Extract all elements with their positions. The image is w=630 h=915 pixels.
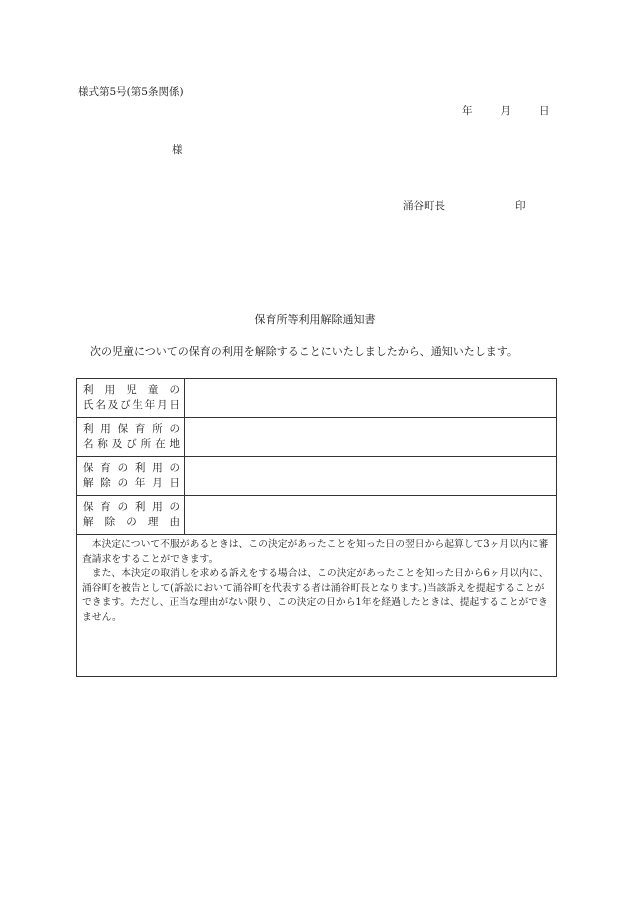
date-year-label: 年	[462, 105, 473, 117]
row-label-line: 利 用 児 童 の	[83, 384, 180, 396]
table-row	[77, 418, 557, 457]
row-label-line: 解 除 の 年 月 日	[83, 477, 180, 489]
row-label-line: 保 育 の 利 用 の	[83, 462, 180, 474]
table-row	[77, 496, 557, 535]
remarks-paragraph: また、本決定の取消しを求める訴えをする場合は、この決定があったことを知った日から6ヶ月以内に、涌谷町を被告として(訴訟において涌谷町を代表する者は涌谷町長となります。)当該訴えを提起することができます。ただし、正当な理由がない限り、この決定の日から1年を経過したときは、提起することができません。	[82, 568, 549, 623]
row-label-line: 保 育 の 利 用 の	[83, 501, 180, 513]
table-row	[77, 379, 557, 418]
row-label	[77, 496, 185, 535]
nursery-name-address-field[interactable]	[185, 418, 557, 457]
intro-text: 次の児童についての保育の利用を解除することにいたしましたから、通知いたします。	[90, 345, 518, 358]
addressee-suffix: 様	[172, 144, 183, 156]
row-label	[77, 457, 185, 496]
row-label-line: 解 除 の 理 由	[83, 516, 180, 528]
date-month-label: 月	[500, 105, 511, 117]
remarks-paragraph: 本決定について不服があるときは、この決定があったことを知った日の翌日から起算して3ヶ月以内に審査請求をすることができます。	[82, 539, 549, 565]
document-title: 保育所等利用解除通知書	[254, 313, 376, 326]
row-label-line: 氏名及び生年月日	[83, 399, 180, 411]
row-label-line: 名 称 及 び 所 在 地	[83, 438, 180, 450]
date-day-label: 日	[539, 105, 550, 117]
row-label-line: 利 用 保 育 所 の	[83, 423, 180, 435]
row-label	[77, 379, 185, 418]
issuer-line	[403, 199, 526, 213]
seal-mark: 印	[515, 200, 526, 212]
remarks-row	[77, 535, 557, 677]
child-name-birthdate-field[interactable]	[185, 379, 557, 418]
notice-table	[76, 378, 557, 677]
date-line	[462, 104, 550, 118]
form-number: 様式第5号(第5条関係)	[78, 86, 184, 98]
row-label	[77, 418, 185, 457]
table-row	[77, 457, 557, 496]
issuer-name: 涌谷町長	[403, 200, 445, 212]
remarks-cell	[77, 535, 557, 677]
cancellation-date-field[interactable]	[185, 457, 557, 496]
cancellation-reason-field[interactable]	[185, 496, 557, 535]
